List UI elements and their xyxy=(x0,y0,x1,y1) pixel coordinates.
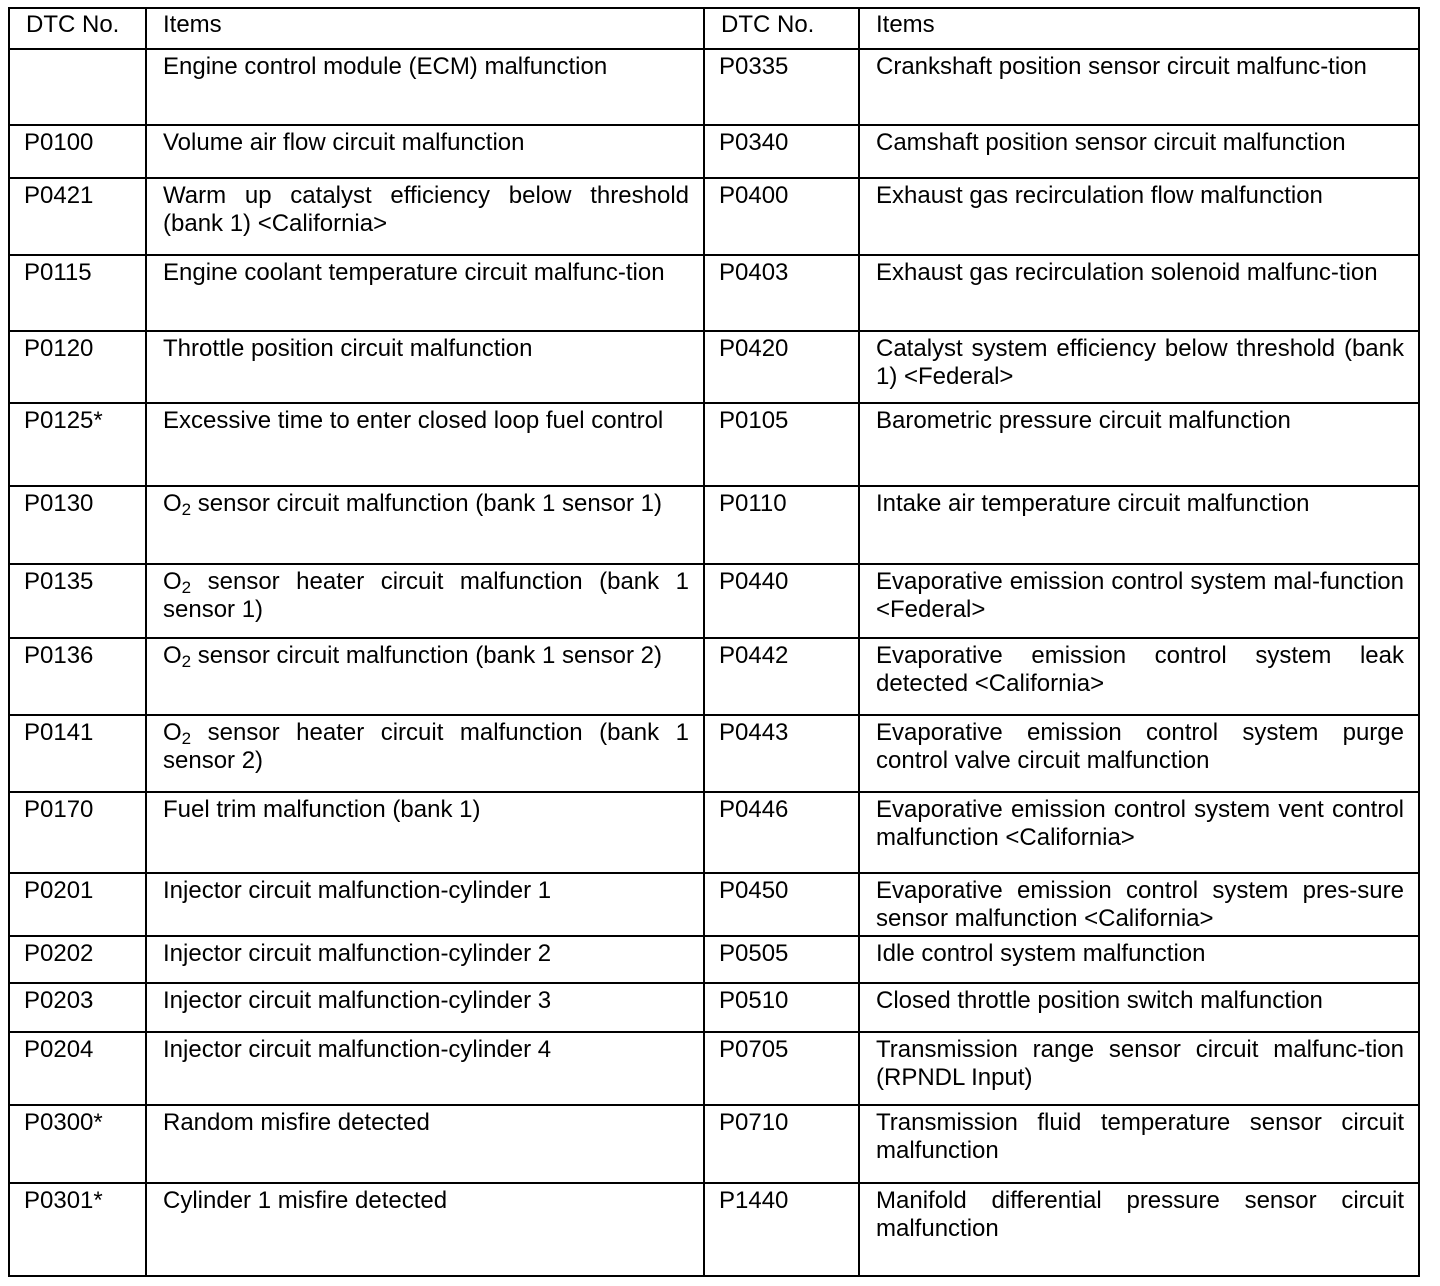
table-row xyxy=(9,403,1419,486)
dtc-code-left: P0135 xyxy=(9,564,146,638)
table-row xyxy=(9,1183,1419,1276)
dtc-item-left xyxy=(146,1105,704,1183)
dtc-code-right: P0505 xyxy=(704,936,859,984)
dtc-item-text: Injector circuit malfunction-cylinder 2 xyxy=(163,939,552,967)
chem-symbol: O xyxy=(163,568,182,596)
chem-subscript: 2 xyxy=(181,578,192,598)
dtc-item-text xyxy=(163,490,689,518)
dtc-item-right xyxy=(859,49,1419,125)
dtc-code-left: P0301* xyxy=(9,1183,146,1276)
table-row xyxy=(9,792,1419,873)
dtc-item-right xyxy=(859,715,1419,792)
dtc-code-left: P0125* xyxy=(9,403,146,486)
chem-subscript: 2 xyxy=(181,652,192,672)
dtc-item-text: Manifold differential pressure sensor circuit malfunction xyxy=(876,1186,1404,1242)
header-dtc-right: DTC No. xyxy=(704,8,859,49)
header-dtc-left: DTC No. xyxy=(9,8,146,49)
dtc-item-text: Injector circuit malfunction-cylinder 1 xyxy=(163,877,552,904)
dtc-item-right xyxy=(859,873,1419,936)
dtc-item-text xyxy=(163,568,689,624)
dtc-code-right: P0442 xyxy=(704,638,859,715)
dtc-item-text: Evaporative emission control system purge control valve circuit malfunction xyxy=(876,719,1404,775)
dtc-item-right xyxy=(859,486,1419,564)
chem-subscript: 2 xyxy=(181,500,192,520)
dtc-item-text: Fuel trim malfunction (bank 1) xyxy=(163,796,481,824)
dtc-item-right xyxy=(859,638,1419,715)
dtc-item-left xyxy=(146,564,704,638)
table-row xyxy=(9,486,1419,564)
chem-symbol: O xyxy=(163,490,182,518)
dtc-table-body xyxy=(9,49,1419,1276)
table-row xyxy=(9,178,1419,255)
dtc-item-text: Evaporative emission control system leak detected <California> xyxy=(876,642,1404,698)
dtc-item-left xyxy=(146,1032,704,1105)
dtc-item-text: Transmission fluid temperature sensor circuit malfunction xyxy=(876,1108,1404,1164)
dtc-item-left xyxy=(146,125,704,178)
dtc-code-left: P0204 xyxy=(9,1032,146,1105)
dtc-item-right xyxy=(859,936,1419,984)
dtc-table xyxy=(8,7,1420,1277)
dtc-code-left: P0300* xyxy=(9,1105,146,1183)
dtc-item-left xyxy=(146,331,704,403)
dtc-item-left xyxy=(146,255,704,332)
dtc-item-left xyxy=(146,178,704,255)
dtc-item-right xyxy=(859,1183,1419,1276)
table-row xyxy=(9,255,1419,332)
dtc-code-right: P0446 xyxy=(704,792,859,873)
dtc-item-right xyxy=(859,403,1419,486)
table-row xyxy=(9,331,1419,403)
header-items-left: Items xyxy=(146,8,704,49)
table-row xyxy=(9,1032,1419,1105)
dtc-item-right xyxy=(859,1032,1419,1105)
dtc-item-text: Random misfire detected xyxy=(163,1108,430,1136)
dtc-code-right: P0400 xyxy=(704,178,859,255)
table-row xyxy=(9,936,1419,984)
dtc-item-text: Evaporative emission control system vent control malfunction <California> xyxy=(876,796,1404,852)
dtc-item-left xyxy=(146,792,704,873)
dtc-code-right: P0443 xyxy=(704,715,859,792)
dtc-item-text: Volume air flow circuit malfunction xyxy=(163,128,525,156)
dtc-code-left: P0170 xyxy=(9,792,146,873)
dtc-code-left: P0202 xyxy=(9,936,146,984)
dtc-item-text: Injector circuit malfunction-cylinder 4 xyxy=(163,1035,552,1063)
dtc-code-right: P0705 xyxy=(704,1032,859,1105)
dtc-item-left xyxy=(146,936,704,984)
dtc-code-left: P0130 xyxy=(9,486,146,564)
dtc-code-right: P0403 xyxy=(704,255,859,332)
dtc-item-text: Transmission range sensor circuit malfunc-tion (RPNDL Input) xyxy=(876,1035,1404,1091)
dtc-code-left: P0141 xyxy=(9,715,146,792)
dtc-item-left xyxy=(146,486,704,564)
dtc-item-text: Injector circuit malfunction-cylinder 3 xyxy=(163,987,552,1015)
dtc-item-text: Camshaft position sensor circuit malfunction xyxy=(876,128,1346,156)
dtc-item-text: Throttle position circuit malfunction xyxy=(163,335,533,363)
dtc-code-left: P0201 xyxy=(9,873,146,936)
dtc-item-right xyxy=(859,983,1419,1032)
dtc-code-right: P0335 xyxy=(704,49,859,125)
dtc-code-left: P0136 xyxy=(9,638,146,715)
dtc-item-text: Evaporative emission control system mal-function <Federal> xyxy=(876,568,1404,624)
dtc-code-right: P0340 xyxy=(704,125,859,178)
dtc-item-text: Catalyst system efficiency below threshold (bank 1) <Federal> xyxy=(876,335,1404,391)
dtc-code-left xyxy=(9,49,146,125)
dtc-item-right xyxy=(859,125,1419,178)
chem-subscript: 2 xyxy=(181,729,192,749)
dtc-item-text: Excessive time to enter closed loop fuel control xyxy=(163,407,664,435)
table-row xyxy=(9,873,1419,936)
dtc-code-right: P1440 xyxy=(704,1183,859,1276)
dtc-code-right: P0110 xyxy=(704,486,859,564)
table-row xyxy=(9,715,1419,792)
dtc-item-text: Idle control system malfunction xyxy=(876,939,1206,967)
dtc-item-right xyxy=(859,255,1419,332)
chem-symbol: O xyxy=(163,642,182,670)
dtc-item-text: Exhaust gas recirculation solenoid malfunc-tion xyxy=(876,258,1378,286)
dtc-code-left: P0421 xyxy=(9,178,146,255)
dtc-item-left xyxy=(146,638,704,715)
dtc-code-left: P0203 xyxy=(9,983,146,1032)
dtc-code-right: P0440 xyxy=(704,564,859,638)
header-row xyxy=(9,8,1419,49)
dtc-item-text: Intake air temperature circuit malfunction xyxy=(876,490,1310,518)
dtc-item-text xyxy=(163,642,689,670)
table-row xyxy=(9,638,1419,715)
dtc-item-right xyxy=(859,564,1419,638)
dtc-code-left: P0120 xyxy=(9,331,146,403)
dtc-code-left: P0100 xyxy=(9,125,146,178)
item-text-rest: sensor circuit malfunction (bank 1 sensor 2) xyxy=(191,642,663,670)
dtc-item-left xyxy=(146,403,704,486)
dtc-item-left xyxy=(146,1183,704,1276)
dtc-item-text xyxy=(163,719,689,775)
dtc-item-text: Warm up catalyst efficiency below threshold (bank 1) <California> xyxy=(163,181,689,237)
header-items-right: Items xyxy=(859,8,1419,49)
dtc-item-left xyxy=(146,715,704,792)
item-text-rest: sensor circuit malfunction (bank 1 sensor 1) xyxy=(191,490,663,518)
dtc-item-right xyxy=(859,178,1419,255)
item-text-rest: sensor heater circuit malfunction (bank 1 sensor 1) xyxy=(163,568,689,624)
table-row xyxy=(9,564,1419,638)
item-text-rest: sensor heater circuit malfunction (bank 1 sensor 2) xyxy=(163,719,689,775)
dtc-item-text: Engine coolant temperature circuit malfunc-tion xyxy=(163,258,665,286)
dtc-code-right: P0105 xyxy=(704,403,859,486)
dtc-item-right xyxy=(859,1105,1419,1183)
dtc-item-left xyxy=(146,983,704,1032)
dtc-item-text: Cylinder 1 misfire detected xyxy=(163,1186,448,1214)
dtc-item-right xyxy=(859,792,1419,873)
dtc-item-text: Engine control module (ECM) malfunction xyxy=(163,53,608,80)
dtc-item-text: Evaporative emission control system pres-sure sensor malfunction <California> xyxy=(876,877,1404,932)
dtc-item-left xyxy=(146,49,704,125)
table-row xyxy=(9,49,1419,125)
dtc-item-left xyxy=(146,873,704,936)
dtc-item-text: Exhaust gas recirculation flow malfunction xyxy=(876,181,1323,209)
dtc-code-right: P0510 xyxy=(704,983,859,1032)
table-row xyxy=(9,1105,1419,1183)
dtc-item-right xyxy=(859,331,1419,403)
dtc-code-left: P0115 xyxy=(9,255,146,332)
dtc-item-text: Barometric pressure circuit malfunction xyxy=(876,407,1291,435)
dtc-item-text: Closed throttle position switch malfunction xyxy=(876,987,1323,1015)
dtc-code-right: P0420 xyxy=(704,331,859,403)
dtc-item-text: Crankshaft position sensor circuit malfunc-tion xyxy=(876,53,1367,80)
dtc-code-right: P0450 xyxy=(704,873,859,936)
table-row xyxy=(9,125,1419,178)
chem-symbol: O xyxy=(163,719,182,747)
table-row xyxy=(9,983,1419,1032)
dtc-code-right: P0710 xyxy=(704,1105,859,1183)
